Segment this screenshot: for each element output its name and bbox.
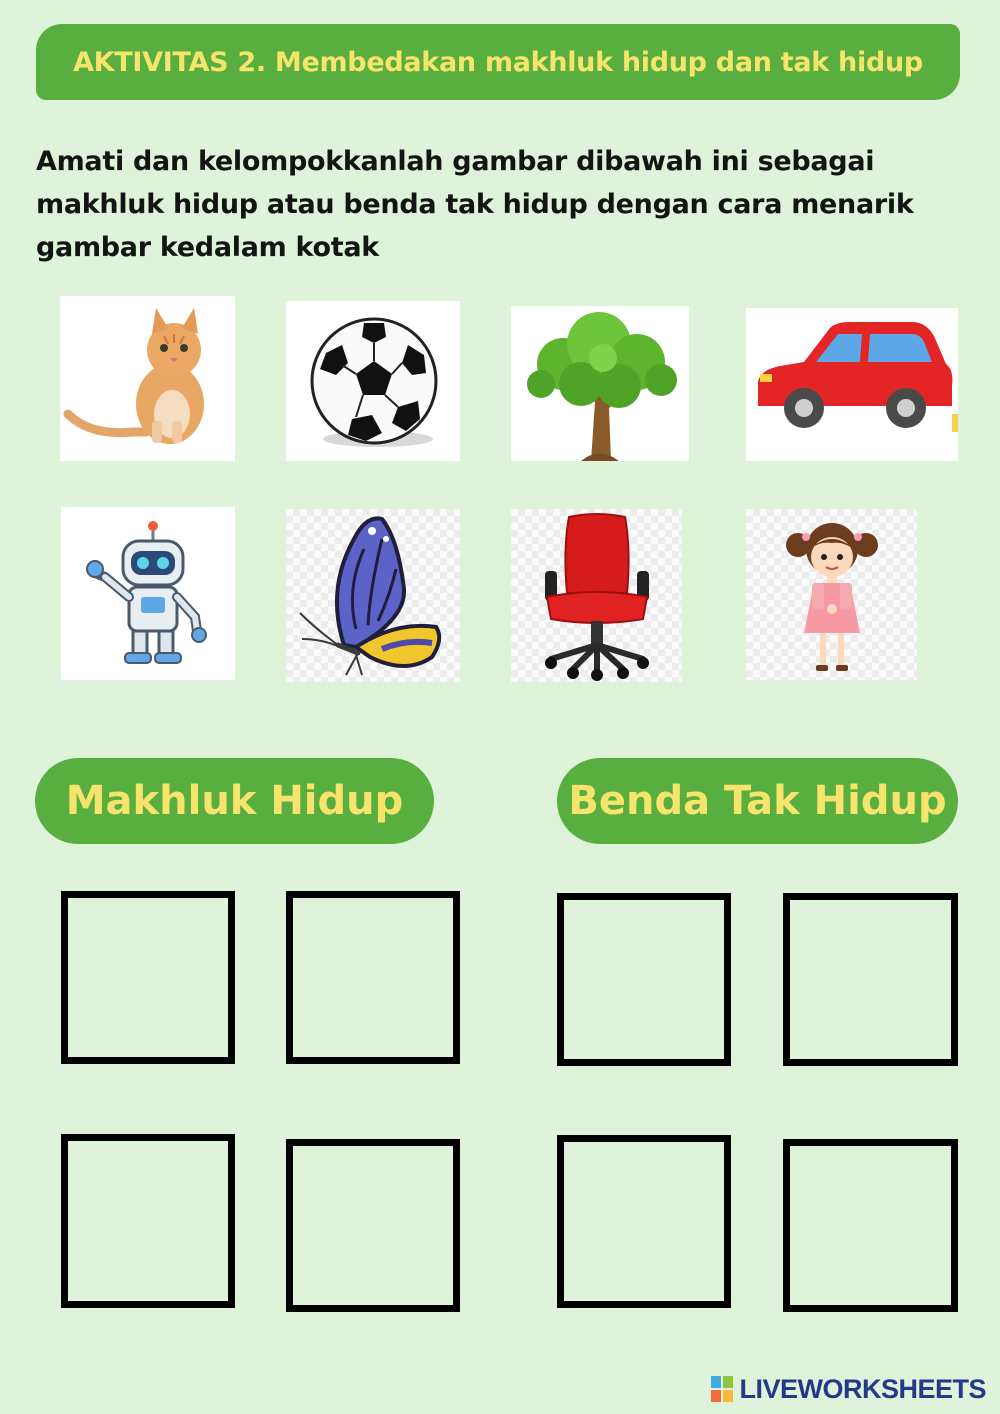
- living-category-label: [35, 758, 434, 844]
- draggable-card-girl[interactable]: [746, 509, 917, 680]
- draggable-card-car[interactable]: [746, 308, 958, 461]
- robot-icon: [61, 507, 235, 680]
- chair-icon: [511, 509, 682, 682]
- soccer-ball-icon: [286, 301, 460, 461]
- draggable-card-robot[interactable]: [61, 507, 235, 680]
- girl-icon: [746, 509, 917, 680]
- draggable-card-tree[interactable]: [511, 306, 689, 461]
- living-drop-box-1[interactable]: [61, 891, 235, 1064]
- nonliving-drop-box-3[interactable]: [557, 1135, 731, 1308]
- liveworksheets-logo-icon: [711, 1376, 735, 1402]
- nonliving-drop-box-1[interactable]: [557, 893, 731, 1066]
- nonliving-category-text: Benda Tak Hidup: [568, 778, 947, 824]
- activity-title-banner: [36, 24, 960, 100]
- nonliving-category-label: [557, 758, 958, 844]
- cat-icon: [60, 296, 235, 461]
- butterfly-icon: [286, 509, 460, 682]
- draggable-card-ball[interactable]: [286, 301, 460, 461]
- nonliving-drop-box-2[interactable]: [783, 893, 958, 1066]
- living-drop-box-2[interactable]: [286, 891, 460, 1064]
- living-drop-box-3[interactable]: [61, 1134, 235, 1308]
- tree-icon: [511, 306, 689, 461]
- living-drop-box-4[interactable]: [286, 1139, 460, 1312]
- brand-footer: [711, 1372, 986, 1406]
- draggable-card-cat[interactable]: [60, 296, 235, 461]
- activity-title: AKTIVITAS 2. Membedakan makhluk hidup dan tak hidup: [73, 46, 923, 78]
- car-icon: [746, 308, 958, 461]
- draggable-card-butterfly[interactable]: [286, 509, 460, 682]
- brand-name: LIVEWORKSHEETS: [739, 1373, 986, 1404]
- nonliving-drop-box-4[interactable]: [783, 1139, 958, 1312]
- instructions-text: Amati dan kelompokkanlah gambar dibawah ini sebagai makhluk hidup atau benda tak hidup dengan cara menarik gambar kedalam kotak: [36, 146, 914, 263]
- draggable-card-chair[interactable]: [511, 509, 682, 682]
- living-category-text: Makhluk Hidup: [65, 778, 404, 824]
